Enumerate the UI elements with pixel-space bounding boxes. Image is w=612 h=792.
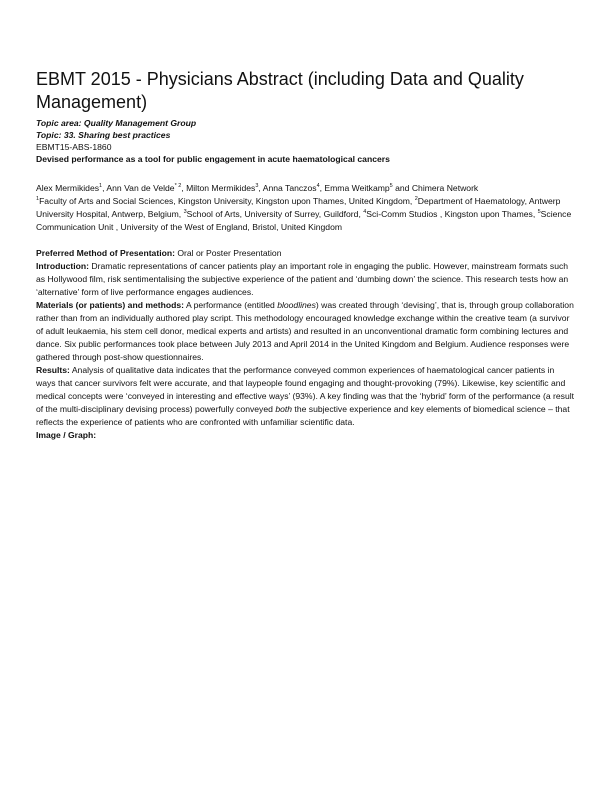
image-graph-section [36, 429, 576, 442]
affiliation-marker: 2 [414, 196, 418, 203]
affiliation-text: Science Communication Unit , University of the West of England, Bristol, United Kingdom [36, 209, 572, 232]
affiliation-text: School of Arts, University of Surrey, Guildford, [186, 209, 364, 219]
affiliation-marker: * 2 [174, 183, 182, 190]
affiliation-marker: 3 [183, 209, 187, 216]
section-text-italic: bloodlines [277, 300, 316, 310]
affiliation-list [36, 195, 576, 234]
page-title: EBMT 2015 - Physicians Abstract (including Data and Quality Management) [36, 69, 524, 112]
presentation-method [36, 247, 576, 260]
topic: Topic: 33. Sharing best practices [36, 130, 171, 140]
author-name: , Milton Mermikides [181, 183, 256, 193]
author-name: , Emma Weitkamp [319, 183, 390, 193]
introduction-section [36, 260, 576, 299]
affiliation-text: Department of Haematology, Antwerp University Hospital, Antwerp, Belgium, [36, 196, 561, 219]
section-text: the subjective experience and key elements of biomedical science – that reflects the experience of patients who are confronted with unfamiliar scientific data. [36, 404, 570, 427]
topic-area: Topic area: Quality Management Group [36, 118, 197, 128]
section-text-italic: both [275, 404, 293, 414]
section-label: Materials (or patients) and methods: [36, 300, 185, 310]
affiliation-text: Sci-Comm Studios , Kingston upon Thames, [366, 209, 538, 219]
affiliation-marker: 4 [316, 183, 320, 190]
affiliation-marker: 3 [255, 183, 259, 190]
section-label: Preferred Method of Presentation: [36, 248, 175, 258]
section-text: Analysis of qualitative data indicates that the performance conveyed common experiences of haematological cancer patients in ways that cancer survivors felt were accurate, and that laypeople found engaging and thought-provoking (79%). Likewise, key scientific and medical concepts were ‘conveyed in interesting and effective ways’ (93%). A key finding was that the ‘hybrid’ form of the performance (a result of the multi-disciplinary devising process) powerfully conveyed [36, 365, 575, 414]
section-label: Results: [36, 365, 70, 375]
abstract-id: EBMT15-ABS-1860 [36, 142, 112, 152]
section-text: ) was created through ‘devising’, that is, through group collaboration rather than from an individually authored play script. This methodology encouraged knowledge exchange within the creative team (a survivor of adult leukaemia, his stem cell donor, medical experts and artists) and resulted in an unconventional dramatic form combining lectures and dance. Six public performances took place between July 2013 and April 2014 in the United Kingdom and Belgium. Audience responses were gathered through post-show questionnaires. [36, 300, 574, 362]
author-name: , Anna Tanczos [258, 183, 317, 193]
abstract-title: Devised performance as a tool for public engagement in acute haematological cancers [36, 154, 390, 164]
results-section [36, 364, 576, 429]
affiliation-text: Faculty of Arts and Social Sciences, Kingston University, Kingston upon Thames, United Kingdom, [39, 196, 415, 206]
author-name: , Ann Van de Velde [102, 183, 175, 193]
abstract-page [36, 68, 576, 442]
section-text: Dramatic representations of cancer patients play an important role in engaging the public. However, mainstream formats such as Hollywood film, risk sentimentalising the subjective experience of the patient and ‘dumbing down’ the science. This research tests how an ‘alternative’ form of live performance engages audiences. [36, 261, 569, 297]
section-label: Introduction: [36, 261, 89, 271]
affiliation-marker: 4 [363, 209, 367, 216]
methods-section [36, 299, 576, 364]
affiliation-marker: 5 [389, 183, 393, 190]
author-name: and Chimera Network [392, 183, 479, 193]
affiliation-marker: 1 [36, 196, 40, 203]
author-name: Alex Mermikides [36, 183, 100, 193]
section-text: Oral or Poster Presentation [174, 248, 282, 258]
section-label: Image / Graph: [36, 430, 97, 440]
author-list [36, 182, 576, 195]
affiliation-marker: 1 [99, 183, 103, 190]
section-text: A performance (entitled [184, 300, 278, 310]
affiliation-marker: 5 [537, 209, 541, 216]
